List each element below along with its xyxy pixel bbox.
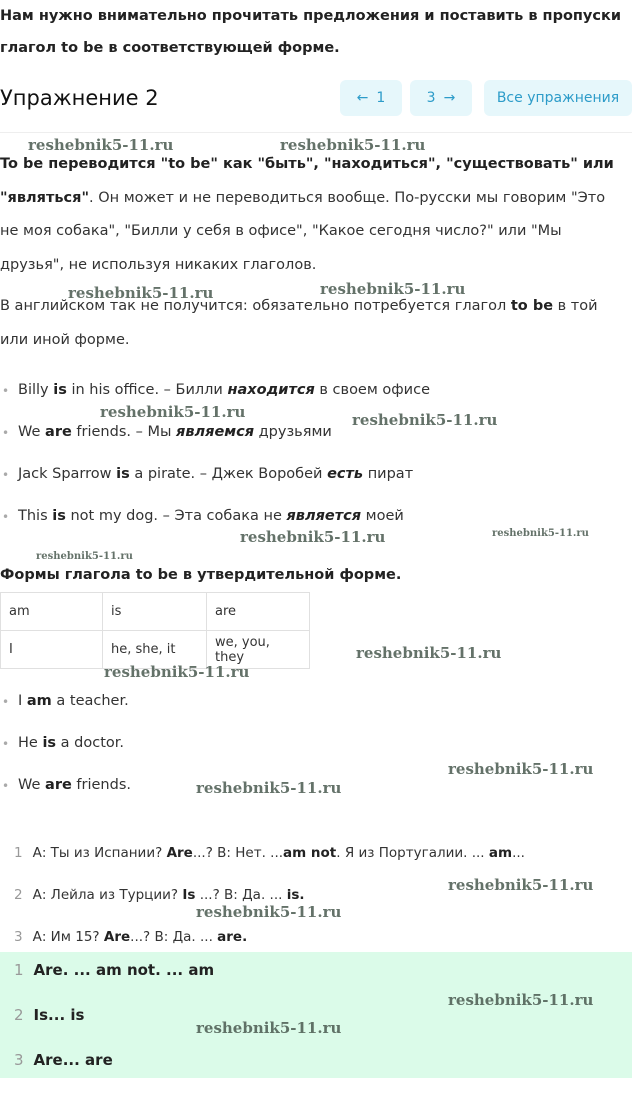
task-item: 2 А: Лейла из Турции? Is ...? В: Да. ... is. [14,887,305,903]
page-title: Упражнение 2 [0,86,159,110]
list-item: • This is not my dog. – Эта собака не является моей [18,508,404,524]
watermark: reshebnik5-11.ru [196,779,342,797]
table-cell: we, you, they [207,631,310,669]
intro-line-2: глагол to be в соответствующей форме. [0,40,340,56]
list-item: • Billy is in his office. – Билли находится в своем офисе [18,382,430,398]
watermark: reshebnik5-11.ru [196,903,342,921]
watermark: reshebnik5-11.ru [240,528,386,546]
arrow-right-icon: → [443,90,456,106]
next-label: 3 [426,90,436,106]
prev-label: 1 [376,90,386,106]
watermark: reshebnik5-11.ru [356,644,502,662]
answer-item: 1 Are. ... am not. ... am [14,961,215,979]
watermark: reshebnik5-11.ru [280,136,426,154]
prev-exercise-button[interactable] [340,80,402,116]
watermark: reshebnik5-11.ru [36,551,133,562]
table-header-row [1,593,310,631]
watermark: reshebnik5-11.ru [352,411,498,429]
table-cell: is [103,593,207,631]
watermark: reshebnik5-11.ru [320,280,466,298]
watermark: reshebnik5-11.ru [100,403,246,421]
list-item: • We are friends. – Мы являемся друзьями [18,424,332,440]
watermark: reshebnik5-11.ru [28,136,174,154]
watermark: reshebnik5-11.ru [104,663,250,681]
intro-line-1: Нам нужно внимательно прочитать предложения и поставить в пропуски [0,8,621,24]
forms-table [0,592,310,669]
watermark: reshebnik5-11.ru [448,876,594,894]
watermark: reshebnik5-11.ru [448,991,594,1009]
table-cell: am [1,593,103,631]
task-item: 3 А: Им 15? Are...? В: Да. ... are. [14,929,248,945]
para1-line4: друзья", не используя никаких глаголов. [0,257,317,273]
table-cell: I [1,631,103,669]
list-item: • He is a doctor. [18,735,124,751]
list-item: • We are friends. [18,777,131,793]
para1-line3: не моя собака", "Билли у себя в офисе", "Какое сегодня число?" или "Мы [0,223,562,239]
forms-title: Формы глагола to be в утвердительной форме. [0,567,402,583]
table-cell: he, she, it [103,631,207,669]
para1-line1: To be переводится "to be" как "быть", "находиться", "существовать" или [0,156,614,172]
task-item: 1 А: Ты из Испании? Are...? В: Нет. ...am not. Я из Португалии. ... am... [14,845,525,861]
para2-line2: или иной форме. [0,332,130,348]
para2-line1: В английском так не получится: обязательно потребуется глагол to be в той [0,298,598,314]
watermark: reshebnik5-11.ru [196,1019,342,1037]
list-item: • I am a teacher. [18,693,129,709]
answer-item: 2 Is... is [14,1006,85,1024]
para1-line2: "являться". Он может и не переводиться вообще. По-русски мы говорим "Это [0,190,606,206]
watermark: reshebnik5-11.ru [492,528,589,539]
next-exercise-button[interactable] [410,80,472,116]
arrow-left-icon: ← [356,90,369,106]
watermark: reshebnik5-11.ru [68,284,214,302]
all-exercises-button[interactable]: Все упражнения [484,80,632,116]
list-item: • Jack Sparrow is a pirate. – Джек Воробей есть пират [18,466,413,482]
watermark: reshebnik5-11.ru [448,760,594,778]
divider [0,132,632,133]
table-cell: are [207,593,310,631]
answer-item: 3 Are... are [14,1051,113,1069]
